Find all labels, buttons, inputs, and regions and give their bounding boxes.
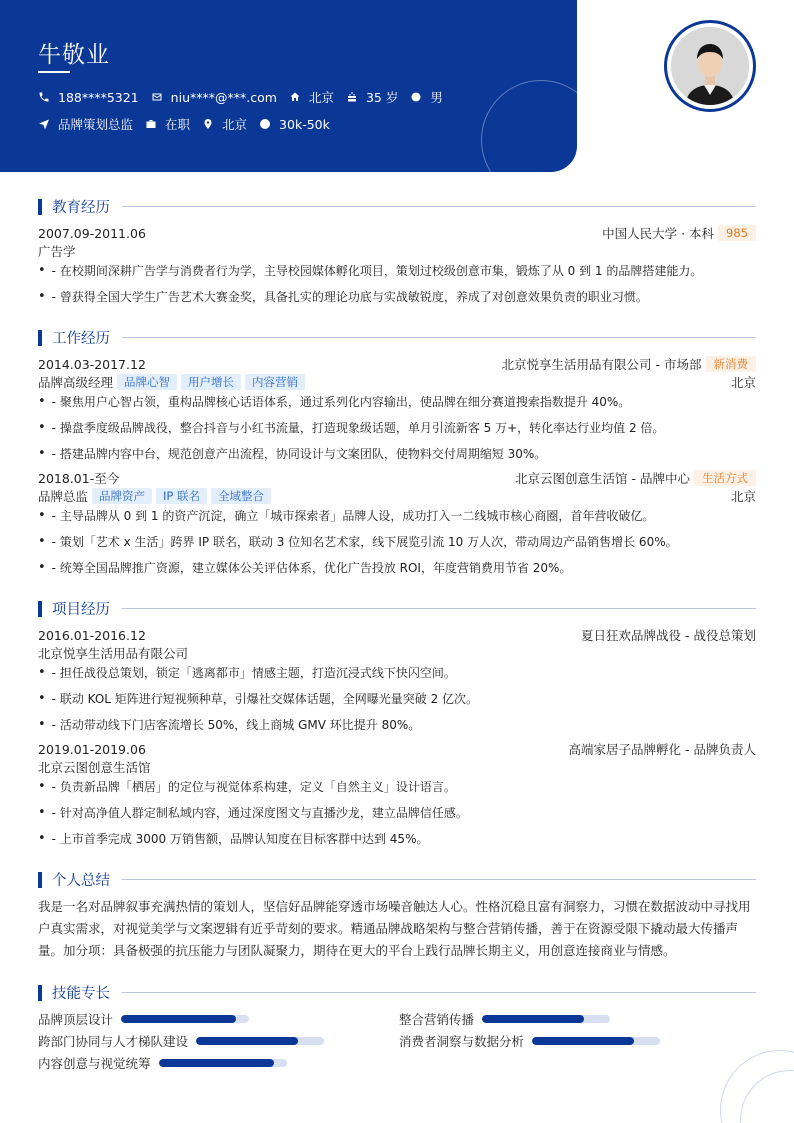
gender-info: [410, 88, 443, 106]
header-decoration: [481, 80, 577, 172]
list-item: • - 针对高净值人群定制私域内容，通过深度图文与直播沙龙，建立品牌信任感。: [38, 805, 468, 820]
phone-text: 188****5321: [58, 89, 139, 105]
section-marker: [38, 985, 42, 1001]
email-text: niu****@***.com: [170, 89, 277, 105]
section-title-text: 工作经历: [52, 331, 110, 347]
phone-info: [38, 90, 139, 105]
section-marker: [38, 199, 42, 215]
target-role-text: 品牌策划总监: [58, 117, 134, 132]
project-2-header: [38, 740, 756, 758]
skill-bar-fill: [121, 1015, 236, 1023]
work-section-title: [38, 327, 756, 348]
skill-bar: [121, 1015, 249, 1023]
list-item: • - 曾获得全国大学生广告艺术大赛金奖，具备扎实的理论功底与实战敏锐度，养成了对创意效果负责的职业习惯。: [38, 289, 648, 304]
skill-tag: 品牌心智: [117, 374, 177, 390]
section-title-text: 项目经历: [52, 602, 110, 618]
skill-bar-fill: [482, 1015, 584, 1023]
section-title-text: 个人总结: [52, 873, 110, 889]
city-info: [289, 88, 334, 106]
education-school: 中国人民大学 · 本科: [602, 226, 715, 241]
project-1-header: [38, 626, 756, 644]
section-marker: [38, 601, 42, 617]
projects-section-title: [38, 598, 756, 619]
skill-name: 整合营销传播: [399, 1012, 475, 1027]
list-item: • - 主导品牌从 0 到 1 的资产沉淀，确立「城市探索者」品牌人设，成功打入一二线城市核心商圈，首年营收破亿。: [38, 508, 655, 523]
list-item: • - 担任战役总策划，锁定「逃离都市」情感主题，打造沉浸式线下快闪空间。: [38, 665, 456, 680]
cake-icon: [346, 91, 358, 103]
skill-item: [399, 1032, 660, 1050]
list-item: • - 联动 KOL 矩阵进行短视频种草，引爆社交媒体话题，全网曝光量突破 2 亿次。: [38, 691, 479, 706]
project-period: 2016.01-2016.12: [38, 627, 146, 643]
section-divider: [122, 879, 756, 880]
list-item: • - 活动带动线下门店客流增长 50%，线上商城 GMV 环比提升 80%。: [38, 717, 421, 732]
home-icon: [289, 91, 301, 103]
skill-tag: IP 联名: [156, 488, 207, 504]
project-org: 北京云图创意生活馆: [38, 760, 151, 775]
contact-row: [38, 88, 455, 106]
education-section-title: [38, 196, 756, 217]
skill-item: [38, 1054, 287, 1072]
gender-text: 男: [430, 90, 443, 105]
project-2-org-row: [38, 758, 756, 776]
education-major-row: [38, 242, 756, 260]
header-banner: [0, 0, 577, 172]
skill-bar-fill: [159, 1059, 274, 1067]
status-info: [145, 115, 190, 133]
education-header: [38, 224, 756, 242]
skill-tag: 品牌资产: [92, 488, 152, 504]
work-period: 2014.03-2017.12: [38, 356, 146, 372]
skill-tag: 全域整合: [211, 488, 271, 504]
work-entry-2-header: [38, 469, 756, 487]
skill-bar-fill: [196, 1037, 298, 1045]
project-1-org-row: [38, 644, 756, 662]
mail-icon: [151, 91, 163, 103]
target-city-info: [202, 115, 247, 133]
skill-name: 消费者洞察与数据分析: [399, 1034, 525, 1049]
avatar: [671, 27, 749, 105]
section-title-text: 教育经历: [52, 200, 110, 216]
phone-icon: [38, 91, 50, 103]
salary-info: [259, 117, 330, 132]
project-period: 2019.01-2019.06: [38, 741, 146, 757]
skill-bar: [159, 1059, 287, 1067]
education-major: 广告学: [38, 244, 76, 259]
avatar-frame: [664, 20, 756, 112]
skill-bar: [532, 1037, 660, 1045]
work-title: 品牌总监: [38, 489, 89, 504]
skill-name: 品牌顶层设计: [38, 1012, 114, 1027]
work-city: 北京: [730, 489, 756, 504]
send-icon: [38, 118, 50, 130]
skill-item: [399, 1010, 610, 1028]
target-role-info: [38, 115, 133, 133]
job-intention-row: [38, 115, 342, 133]
skill-name: 内容创意与视觉统筹: [38, 1056, 151, 1071]
work-city: 北京: [730, 375, 756, 390]
list-item: • - 搭建品牌内容中台，规范创意产出流程，协同设计与文案团队，使物料交付周期缩短 30%。: [38, 446, 547, 461]
skill-item: [38, 1032, 324, 1050]
education-badge: 985: [718, 225, 756, 241]
skill-tag: 内容营销: [245, 374, 305, 390]
name-underline: [38, 71, 70, 73]
status-text: 在职: [165, 117, 191, 132]
list-item: • - 上市首季完成 3000 万销售额，品牌认知度在目标客群中达到 45%。: [38, 831, 429, 846]
work-title: 品牌高级经理: [38, 375, 114, 390]
work-badge: 生活方式: [694, 470, 756, 486]
list-item: • - 策划「艺术 x 生活」跨界 IP 联名，联动 3 位知名艺术家，线下展览引流 10 万人次，带动周边产品销售增长 60%。: [38, 534, 678, 549]
section-divider: [122, 608, 756, 609]
work-entry-1-header: [38, 355, 756, 373]
skill-tag: 用户增长: [181, 374, 241, 390]
education-period: 2007.09-2011.06: [38, 225, 146, 241]
money-icon: [259, 118, 271, 130]
age-text: 35 岁: [365, 90, 399, 105]
summary-section-title: [38, 869, 756, 890]
project-name: 高端家居子品牌孵化 - 品牌负责人: [568, 742, 756, 757]
summary-text: 我是一名对品牌叙事充满热情的策划人，坚信好品牌能穿透市场噪音触达人心。性格沉稳且富有洞察力，习惯在数据波动中寻找用户真实需求，对视觉美学与文案逻辑有近乎苛刻的要求。精通品牌战略架构与整合营销传播，善于在资源受限下撬动最大传播声量。加分项：具备极强的抗压能力与团队凝聚力，期待在更大的平台上践行品牌长期主义，用创意连接商业与情感。: [38, 899, 751, 958]
skill-bar-fill: [532, 1037, 634, 1045]
skill-name: 跨部门协同与人才梯队建设: [38, 1034, 189, 1049]
work-company: 北京云图创意生活馆 - 品牌中心: [515, 471, 690, 486]
work-entry-1-role: [38, 373, 756, 391]
target-city-text: 北京: [222, 117, 248, 132]
candidate-name: 牛敬业: [38, 42, 110, 68]
list-item: • - 在校期间深耕广告学与消费者行为学，主导校园媒体孵化项目，策划过校级创意市集，锻炼了从 0 到 1 的品牌搭建能力。: [38, 263, 703, 278]
location-icon: [202, 118, 214, 130]
project-name: 夏日狂欢品牌战役 - 战役总策划: [581, 628, 756, 643]
skills-section-title: [38, 982, 756, 1003]
section-divider: [122, 337, 756, 338]
work-entry-2-role: [38, 487, 756, 505]
work-badge: 新消费: [706, 356, 757, 372]
work-company: 北京悦享生活用品有限公司 - 市场部: [501, 357, 702, 372]
age-info: [346, 88, 398, 106]
project-org: 北京悦享生活用品有限公司: [38, 646, 189, 661]
work-period: 2018.01-至今: [38, 471, 120, 486]
avatar-photo: [671, 27, 749, 105]
email-info: [151, 90, 277, 105]
briefcase-icon: [145, 118, 157, 130]
section-title-text: 技能专长: [52, 986, 110, 1002]
section-marker: [38, 872, 42, 888]
skill-bar: [482, 1015, 610, 1023]
list-item: • - 聚焦用户心智占领，重构品牌核心话语体系，通过系列化内容输出，使品牌在细分赛道搜索指数提升 40%。: [38, 394, 631, 409]
skill-item: [38, 1010, 249, 1028]
section-divider: [122, 206, 756, 207]
salary-text: 30k-50k: [279, 116, 330, 132]
section-divider: [122, 992, 756, 993]
list-item: • - 负责新品牌「栖居」的定位与视觉体系构建，定义「自然主义」设计语言。: [38, 779, 456, 794]
skill-bar: [196, 1037, 324, 1045]
city-text: 北京: [308, 90, 334, 105]
section-marker: [38, 330, 42, 346]
gender-icon: [410, 91, 422, 103]
list-item: • - 操盘季度级品牌战役，整合抖音与小红书流量，打造现象级话题，单月引流新客 5 万+，转化率达行业均值 2 倍。: [38, 420, 665, 435]
list-item: • - 统筹全国品牌推广资源，建立媒体公关评估体系，优化广告投放 ROI，年度营销费用节省 20%。: [38, 560, 572, 575]
